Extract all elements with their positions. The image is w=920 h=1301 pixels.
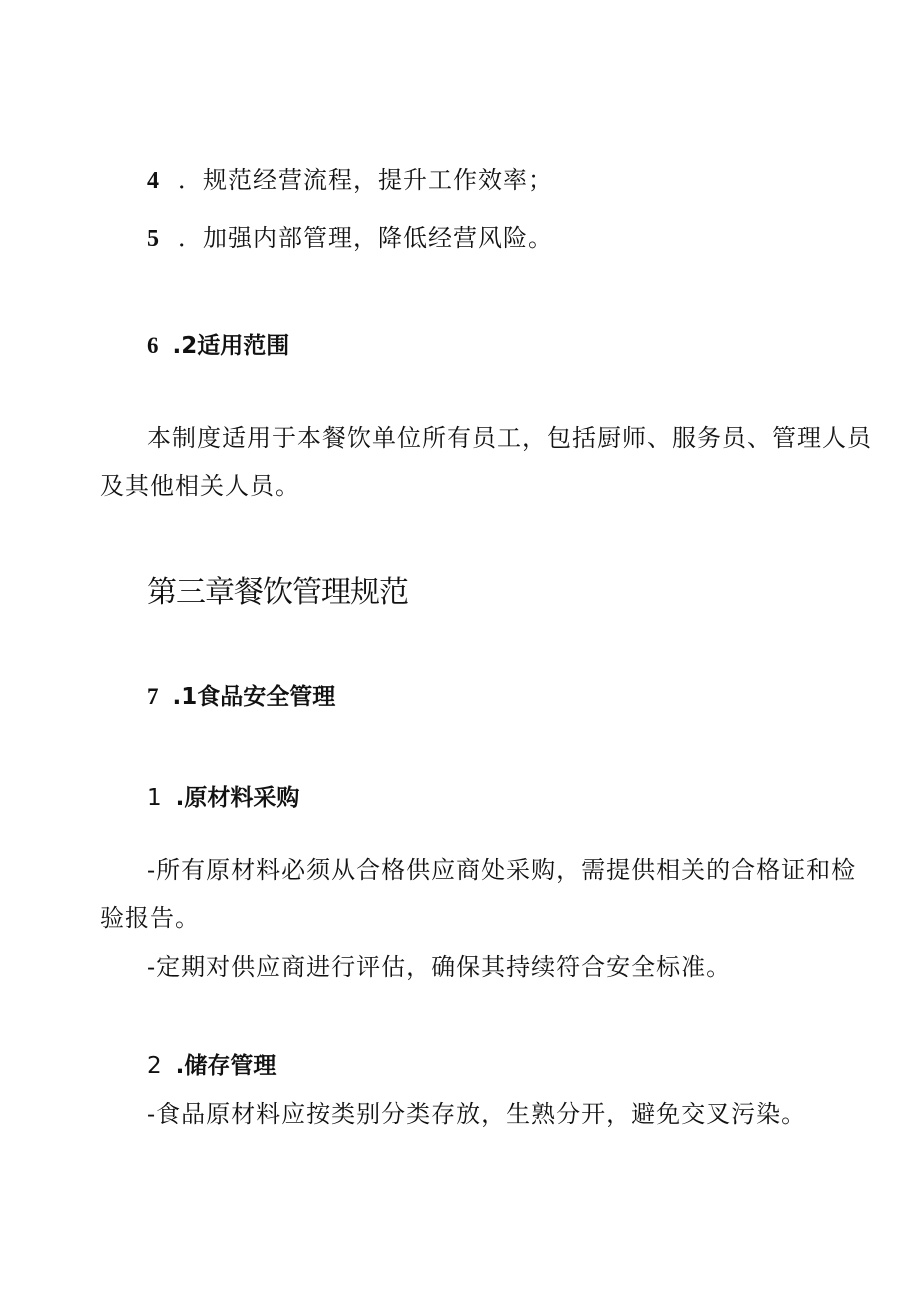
item-text: ．规范经营流程，提升工作效率； xyxy=(178,166,553,194)
item-number: 5 xyxy=(147,226,160,252)
list-item-5 xyxy=(147,226,553,251)
section-number: 6 xyxy=(147,333,159,358)
subsection-number: 2 xyxy=(147,1053,162,1079)
bullet-line: -食品原材料应按类别分类存放，生熟分开，避免交叉污染。 xyxy=(147,1100,807,1128)
item-number: 4 xyxy=(147,168,160,194)
section-title: .2适用范围 xyxy=(172,333,290,359)
item-text: ．加强内部管理，降低经营风险。 xyxy=(178,224,553,252)
bullet-line: -所有原材料必须从合格供应商处采购，需提供相关的合格证和检 xyxy=(147,856,857,884)
subsection-heading-1 xyxy=(147,787,299,810)
section-title: .1食品安全管理 xyxy=(172,684,336,710)
scope-paragraph-line-1: 本制度适用于本餐饮单位所有员工，包括厨师、服务员、管理人员 xyxy=(147,424,872,452)
list-item-4 xyxy=(147,168,553,193)
subsection-title: .储存管理 xyxy=(175,1053,277,1079)
scope-paragraph-line-2: 及其他相关人员。 xyxy=(100,472,300,500)
subsection-title: .原材料采购 xyxy=(175,785,300,811)
subsection-number: 1 xyxy=(147,785,162,811)
bullet-line-continued: 验报告。 xyxy=(100,904,200,932)
section-heading-6-2 xyxy=(147,334,289,358)
subsection-heading-2 xyxy=(147,1055,276,1078)
chapter-title: 第三章餐饮管理规范 xyxy=(147,575,408,610)
section-number: 7 xyxy=(147,684,159,709)
section-heading-7-1 xyxy=(147,685,335,709)
bullet-line: -定期对供应商进行评估，确保其持续符合安全标准。 xyxy=(147,953,732,981)
